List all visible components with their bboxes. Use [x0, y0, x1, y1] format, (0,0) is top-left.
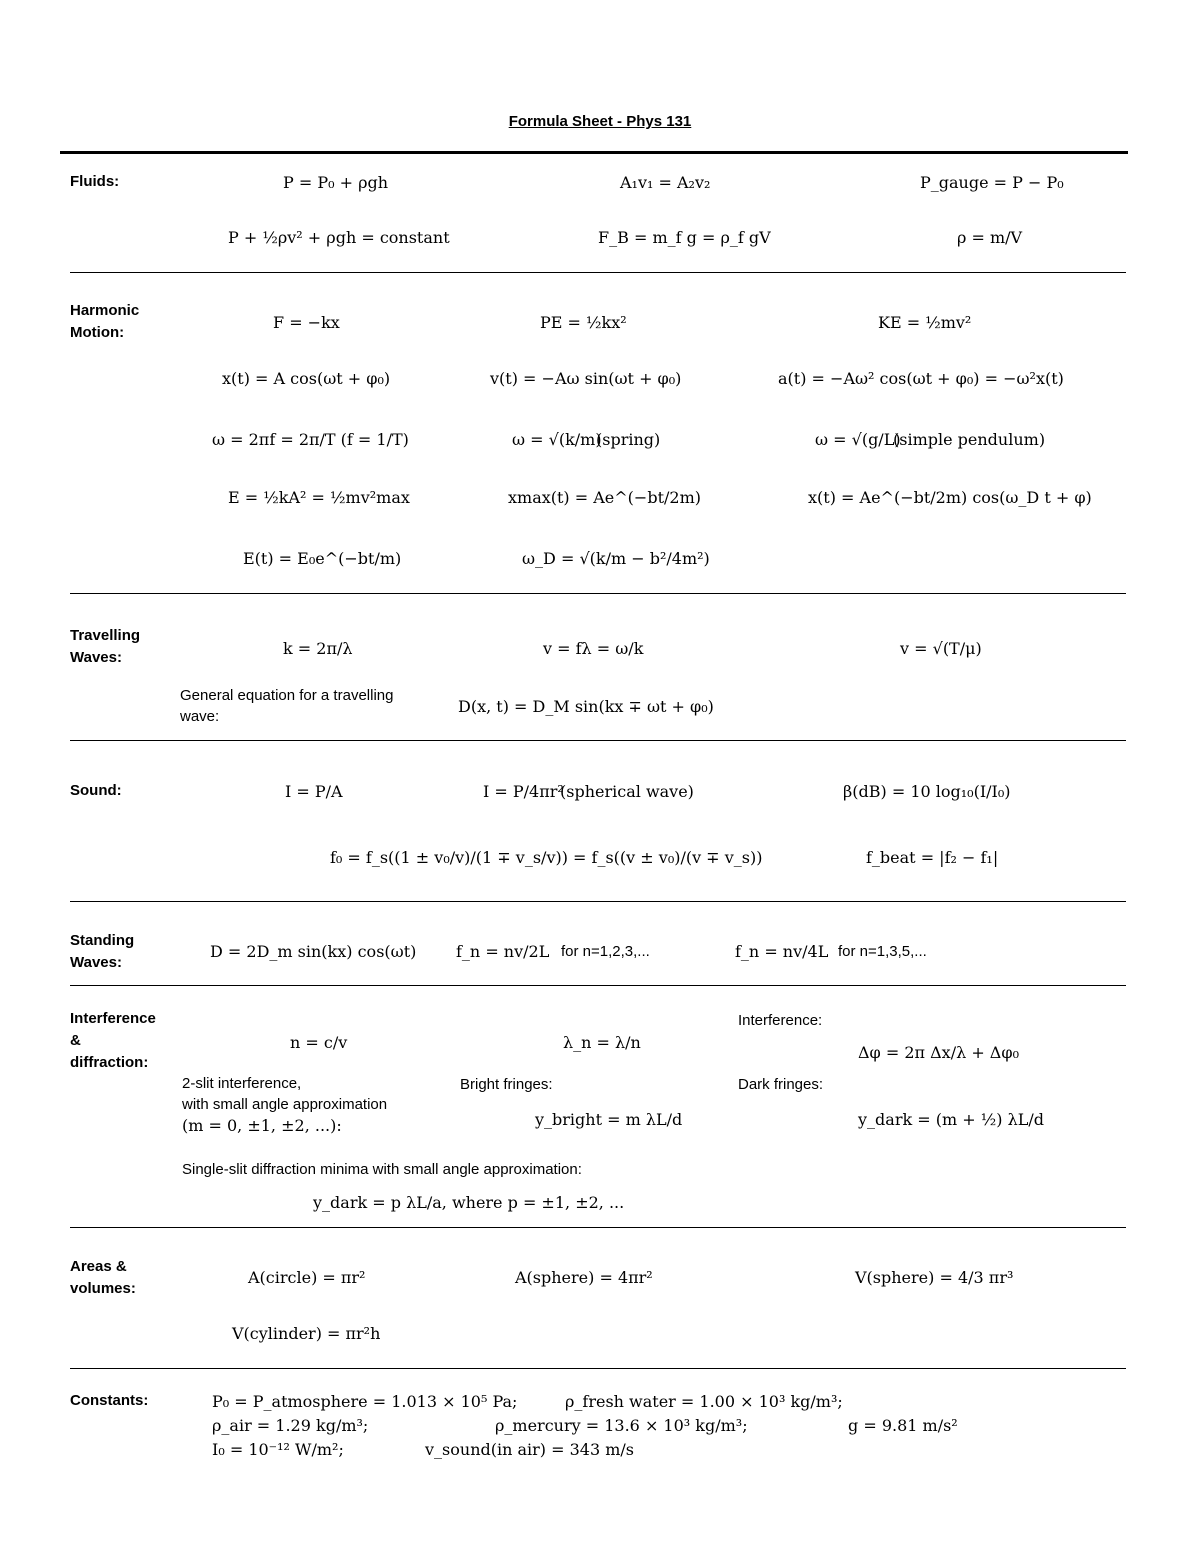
damped-angular-frequency: ω_D = √(k/m − b²/4m²) — [522, 549, 710, 568]
mercury-density: ρ_mercury = 13.6 × 10³ kg/m³; — [495, 1416, 748, 1435]
travelling-wave-desc-line1: General equation for a travelling — [180, 687, 394, 704]
omega-spring: ω = √(k/m) — [512, 430, 602, 449]
fluids-bernoulli: P + ½ρv² + ρgh = constant — [228, 228, 450, 247]
refractive-index: n = c/v — [290, 1033, 348, 1052]
harmonic-label-line2: Motion: — [70, 324, 125, 341]
standing-label — [70, 930, 134, 974]
interference-label-line3: diffraction: — [70, 1054, 149, 1071]
dark-fringes-heading: Dark fringes: — [738, 1076, 824, 1093]
harmonics-open-note: for n=1,2,3,... — [561, 943, 650, 960]
waves-label — [70, 625, 140, 669]
string-wave-speed: v = √(T/μ) — [900, 639, 982, 658]
standing-divider — [70, 985, 1126, 986]
travelling-wave-desc-line2: wave: — [180, 708, 220, 725]
damped-position: x(t) = Ae^(−bt/2m) cos(ω_D t + φ) — [808, 488, 1092, 507]
cylinder-volume: V(cylinder) = πr²h — [232, 1324, 381, 1343]
page-title: Formula Sheet - Phys 131 — [508, 113, 692, 130]
harmonics-open: f_n = nv/2L — [456, 942, 550, 961]
angular-frequency: ω = 2πf = 2π/T (f = 1/T) — [212, 430, 409, 449]
beat-frequency: f_beat = |f₂ − f₁| — [866, 848, 999, 867]
doppler-effect: f₀ = f_s((1 ± v₀/v)/(1 ∓ v_s/v)) = f_s((v ± v₀)/(v ∓ v_s)) — [330, 848, 763, 867]
fresh-water-density: ρ_fresh water = 1.00 × 10³ kg/m³; — [565, 1392, 843, 1411]
waves-divider — [70, 740, 1126, 741]
circle-area: A(circle) = πr² — [248, 1268, 366, 1287]
speed-of-sound: v_sound(in air) = 343 m/s — [425, 1440, 635, 1459]
constants-label: Constants: — [70, 1392, 149, 1409]
intensity: I = P/A — [285, 782, 343, 801]
spherical-intensity: I = P/4πr² — [483, 782, 564, 801]
sound-divider — [70, 901, 1126, 902]
areas-divider — [70, 1368, 1126, 1369]
travelling-wave-equation: D(x, t) = D_M sin(kx ∓ ωt + φ₀) — [458, 697, 714, 716]
sphere-area: A(sphere) = 4πr² — [515, 1268, 653, 1287]
omega-pendulum-note: (simple pendulum) — [893, 430, 1046, 449]
atmospheric-pressure: P₀ = P_atmosphere = 1.013 × 10⁵ Pa; — [212, 1392, 518, 1411]
fluids-gauge-pressure: P_gauge = P − P₀ — [920, 173, 1064, 192]
areas-label — [70, 1256, 136, 1300]
air-density: ρ_air = 1.29 kg/m³; — [212, 1416, 369, 1435]
kinetic-energy: KE = ½mv² — [878, 313, 972, 332]
standing-wave-equation: D = 2D_m sin(kx) cos(ωt) — [210, 942, 417, 961]
harmonics-closed-note: for n=1,3,5,... — [838, 943, 927, 960]
omega-spring-note: (spring) — [596, 430, 661, 449]
waves-label-line1: Travelling — [70, 627, 141, 644]
fluids-buoyant-force: F_B = m_f g = ρ_f gV — [598, 228, 771, 247]
total-energy: E = ½kA² = ½mv²max — [228, 488, 410, 507]
single-slit-minima: y_dark = p λL/a, where p = ±1, ±2, ... — [313, 1193, 625, 1212]
wavelength-in-medium: λ_n = λ/n — [563, 1033, 641, 1052]
sound-level: β(dB) = 10 log₁₀(I/I₀) — [843, 782, 1011, 801]
title-divider — [60, 151, 1128, 154]
hooke-law: F = −kx — [273, 313, 340, 332]
position-shm: x(t) = A cos(ωt + φ₀) — [222, 369, 391, 388]
velocity-shm: v(t) = −Aω sin(ωt + φ₀) — [490, 369, 682, 388]
sphere-volume: V(sphere) = 4/3 πr³ — [855, 1268, 1014, 1287]
damped-amplitude: xmax(t) = Ae^(−bt/2m) — [508, 488, 701, 507]
interference-label-line1: Interference — [70, 1010, 156, 1027]
sound-label: Sound: — [70, 782, 122, 799]
two-slit-desc-line3: (m = 0, ±1, ±2, ...): — [182, 1116, 342, 1135]
fluids-divider — [70, 272, 1126, 273]
areas-label-line1: Areas & — [70, 1258, 127, 1275]
harmonic-divider — [70, 593, 1126, 594]
two-slit-desc — [182, 1073, 387, 1136]
reference-intensity: I₀ = 10⁻¹² W/m²; — [212, 1440, 344, 1459]
bright-fringe-position: y_bright = m λL/d — [535, 1110, 683, 1129]
fluids-continuity: A₁v₁ = A₂v₂ — [620, 173, 711, 192]
fluids-pressure-depth: P = P₀ + ρgh — [283, 173, 389, 192]
bright-fringes-heading: Bright fringes: — [460, 1076, 553, 1093]
gravity-constant: g = 9.81 m/s² — [848, 1416, 958, 1435]
spherical-intensity-note: (spherical wave) — [560, 782, 694, 801]
two-slit-desc-line1: 2-slit interference, — [182, 1075, 302, 1092]
interference-divider — [70, 1227, 1126, 1228]
wave-number: k = 2π/λ — [283, 639, 353, 658]
waves-label-line2: Waves: — [70, 649, 122, 666]
interference-label-line2: & — [70, 1032, 81, 1049]
interference-label — [70, 1008, 156, 1074]
harmonic-label-line1: Harmonic — [70, 302, 140, 319]
interference-heading: Interference: — [738, 1012, 823, 1029]
omega-pendulum: ω = √(g/L) — [815, 430, 901, 449]
fluids-label: Fluids: — [70, 173, 120, 190]
dark-fringe-position: y_dark = (m + ½) λL/d — [858, 1110, 1044, 1129]
acceleration-shm: a(t) = −Aω² cos(ωt + φ₀) = −ω²x(t) — [778, 369, 1064, 388]
single-slit-desc: Single-slit diffraction minima with small angle approximation: — [182, 1161, 582, 1178]
potential-energy: PE = ½kx² — [540, 313, 627, 332]
harmonic-label — [70, 300, 139, 344]
damped-energy: E(t) = E₀e^(−bt/m) — [243, 549, 402, 568]
travelling-wave-desc — [180, 685, 393, 727]
fluids-density: ρ = m/V — [957, 228, 1023, 247]
phase-difference: Δφ = 2π Δx/λ + Δφ₀ — [858, 1043, 1019, 1062]
harmonics-closed: f_n = nv/4L — [735, 942, 829, 961]
two-slit-desc-line2: with small angle approximation — [182, 1096, 388, 1113]
wave-speed: v = fλ = ω/k — [543, 639, 644, 658]
standing-label-line1: Standing — [70, 932, 135, 949]
standing-label-line2: Waves: — [70, 954, 122, 971]
areas-label-line2: volumes: — [70, 1280, 136, 1297]
